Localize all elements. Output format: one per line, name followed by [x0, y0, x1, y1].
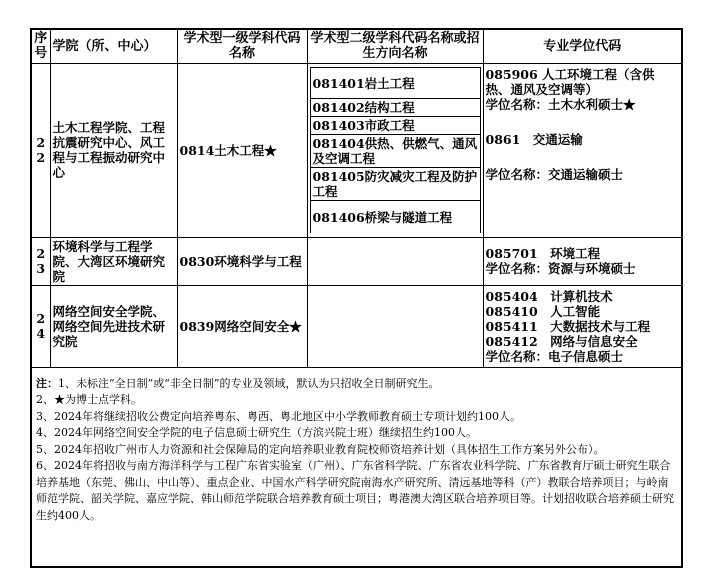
list-item: 081403市政工程	[310, 117, 480, 135]
degree-code: 085410 人工智能	[485, 303, 601, 319]
degree-code: 085906 人工环境工程（含供热、通风及空调等）	[485, 66, 655, 97]
note-item: 6、2024年将招收与南方海洋科学与工程广东省实验室（广州）、广东省科学院、广东省农业科学院、广东省教育厅硕士研究生联合培养基地（东莞、佛山、中山等）、重点企业、中国水产科学研究院南海水产研究所、清远基地等科（产）教联合培养项目；与岭南师范学院、韶关学院、嘉应学院、韩山师范学院联合培养教育硕士项目；粤港澳大湾区联合培养项目等。计划招收联合培养硕士研究生约400人。	[36, 459, 674, 522]
admissions-table	[30, 28, 683, 568]
degree-code: 085404 计算机技术	[485, 288, 613, 304]
header-first-level: 学术型一级学科代码名称	[177, 29, 307, 63]
degree-code: 085411 大数据技术与工程	[485, 318, 651, 334]
row-first-level: 0814土木工程★	[177, 63, 307, 237]
note-item: 5、2024年招收广州市人力资源和社会保障局的定向培养职业教育院校师资培养计划（具体招生工作方案另外公布）。	[36, 442, 605, 456]
degree-code: 0861 交通运输	[485, 131, 583, 147]
second-level-list	[310, 67, 481, 233]
row-second-level	[307, 285, 483, 367]
list-item: 081405防灾减灾工程及防护工程	[310, 168, 480, 201]
row-seq: 22	[31, 63, 50, 237]
header-professional: 专业学位代码	[483, 29, 682, 63]
degree-name: 学位名称：交通运输硕士	[485, 166, 624, 182]
header-seq: 序号	[31, 29, 50, 63]
row-professional	[483, 285, 682, 367]
table-header-row	[31, 29, 682, 63]
row-college: 环境科学与工程学院、大湾区环境研究院	[50, 237, 177, 285]
header-college: 学院（所、中心）	[50, 29, 177, 63]
header-second-level: 学术型二级学科代码名称或招生方向名称	[307, 29, 483, 63]
row-college: 网络空间安全学院、网络空间先进技术研究院	[50, 285, 177, 367]
notes	[31, 367, 682, 567]
notes-row	[31, 367, 682, 567]
row-second-level	[307, 63, 483, 237]
list-item: 081402结构工程	[310, 99, 480, 117]
degree-name: 学位名称：电子信息硕士	[485, 348, 624, 364]
list-item: 081401岩土工程	[310, 68, 480, 99]
list-item: 081404供热、供燃气、通风及空调工程	[310, 135, 480, 168]
degree-code: 085701 环境工程	[485, 246, 601, 261]
table-row	[31, 63, 682, 237]
degree-code: 085412 网络与信息安全	[485, 333, 638, 349]
degree-name: 学位名称：土木水利硕士★	[485, 96, 636, 112]
table-row	[31, 237, 682, 285]
note-item: 注：1、未标注“全日制”或“非全日制”的专业及领域，默认为只招收全日制研究生。	[36, 376, 440, 390]
note-item: 2、★为博士点学科。	[36, 393, 142, 406]
row-professional	[483, 237, 682, 285]
row-second-level	[307, 237, 483, 285]
row-first-level: 0839网络空间安全★	[177, 285, 307, 367]
row-first-level: 0830环境科学与工程	[177, 237, 307, 285]
row-seq: 24	[31, 285, 50, 367]
note-item: 4、2024年网络空间安全学院的电子信息硕士研究生（方滨兴院士班）继续招生约100人。	[36, 426, 477, 439]
list-item: 081406桥梁与隧道工程	[310, 201, 480, 234]
table-row	[31, 285, 682, 367]
row-college: 土木工程学院、工程抗震研究中心、风工程与工程振动研究中心	[50, 63, 177, 237]
note-item: 3、2024年将继续招收公费定向培养粤东、粤西、粤北地区中小学教师教育硕士专项计划约100人。	[36, 409, 521, 423]
degree-name: 学位名称：资源与环境硕士	[485, 261, 636, 276]
row-seq: 23	[31, 237, 50, 285]
row-professional	[483, 63, 682, 237]
notes-prefix: 注：	[36, 376, 58, 390]
